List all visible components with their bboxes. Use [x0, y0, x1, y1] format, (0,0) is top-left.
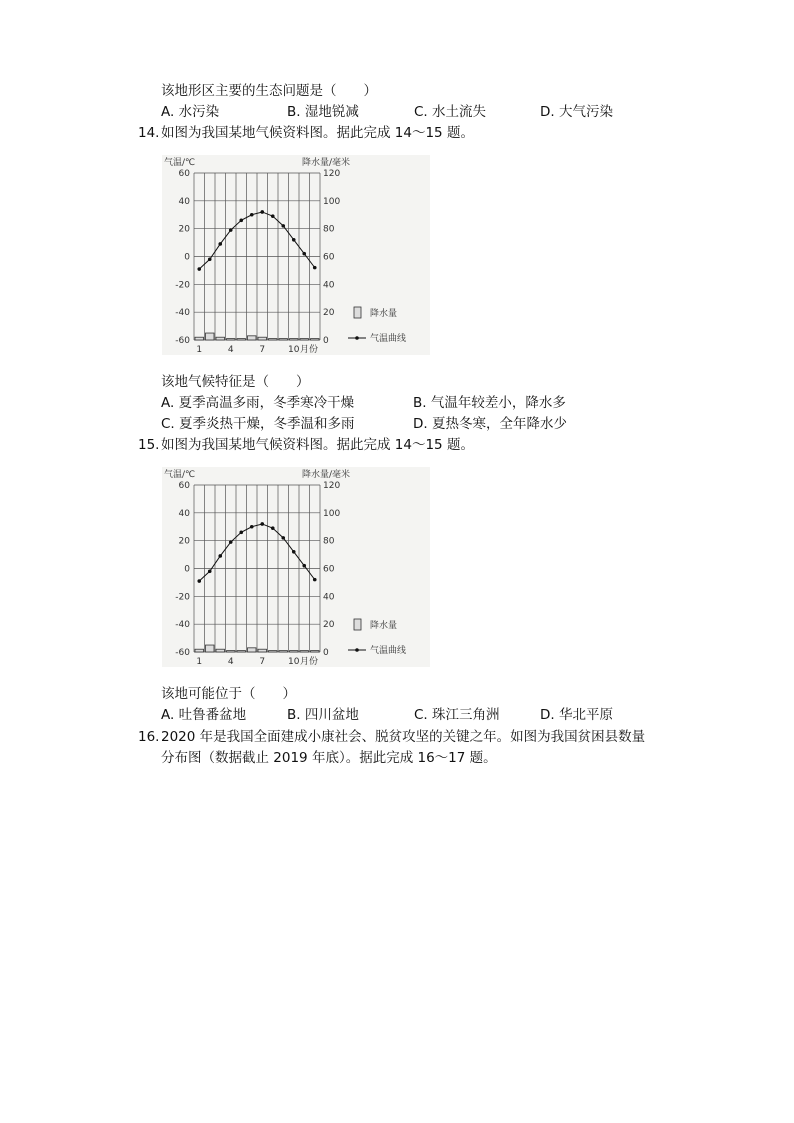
q13-option-c[interactable]: C. 水土流失: [414, 104, 487, 120]
temp-point: [197, 579, 201, 583]
precip-bar: [227, 339, 236, 340]
precip-tick-label: 100: [323, 196, 341, 207]
precip-bar: [216, 649, 225, 652]
precip-bar: [279, 651, 288, 652]
q14-option-c[interactable]: C. 夏季炎热干燥，冬季温和多雨: [161, 416, 355, 432]
temp-tick-label: -20: [175, 592, 190, 603]
precip-bar: [248, 336, 257, 340]
month-tick-label: 7: [259, 345, 266, 355]
q14-intro: 如图为我国某地气候资料图。据此完成 14～15 题。: [161, 125, 474, 141]
left-axis-label: 气温/℃: [164, 470, 196, 480]
temp-tick-label: -40: [175, 308, 190, 319]
temp-tick-label: -20: [175, 280, 190, 291]
precip-tick-label: 0: [323, 336, 329, 346]
q16-line2: 分布图（数据截止 2019 年底）。据此完成 16～17 题。: [161, 750, 497, 766]
left-axis-label: 气温/℃: [164, 158, 196, 168]
q14-option-d[interactable]: D. 夏热冬寒，全年降水少: [413, 416, 567, 432]
temp-tick-label: -60: [175, 336, 190, 346]
precip-bar: [258, 649, 267, 652]
precip-tick-label: 120: [323, 169, 341, 179]
temp-point: [281, 536, 285, 540]
temp-point: [218, 242, 222, 246]
precip-bar: [237, 339, 246, 340]
temp-point: [292, 550, 296, 554]
precip-tick-label: 40: [323, 280, 335, 291]
q14-number: 14.: [138, 125, 160, 141]
precip-tick-label: 120: [323, 481, 341, 491]
q13-option-d[interactable]: D. 大气污染: [540, 104, 613, 120]
x-axis-label: 月份: [299, 657, 318, 667]
right-axis-label: 降水量/毫米: [301, 158, 350, 168]
temp-point: [302, 252, 306, 256]
temp-tick-label: -60: [175, 648, 190, 658]
precip-bar: [300, 339, 309, 340]
temp-point: [229, 540, 233, 544]
x-axis-label: 月份: [299, 345, 318, 355]
q14-option-b[interactable]: B. 气温年较差小，降水多: [413, 395, 566, 411]
precip-bar: [216, 337, 225, 340]
temp-tick-label: 40: [178, 196, 190, 207]
temp-point: [313, 578, 317, 582]
temp-tick-label: 60: [178, 481, 190, 491]
legend-precip-label: 降水量: [370, 309, 398, 319]
legend-temp-label: 气温曲线: [370, 334, 407, 344]
precip-bar: [195, 337, 204, 340]
climate-chart-2: [162, 467, 430, 667]
temp-point: [239, 531, 243, 535]
temp-point: [260, 210, 264, 214]
legend-precip-swatch: [354, 619, 361, 630]
temp-tick-label: 40: [178, 508, 190, 519]
precip-tick-label: 20: [323, 308, 335, 319]
precip-bar: [195, 649, 204, 652]
month-tick-label: 1: [196, 657, 203, 667]
month-tick-label: 10: [288, 657, 300, 667]
precip-bar: [269, 339, 278, 340]
temp-point: [292, 238, 296, 242]
temp-point: [197, 267, 201, 271]
temp-point: [208, 569, 212, 573]
q16-number: 16.: [138, 729, 160, 745]
precip-bar: [269, 651, 278, 652]
temp-tick-label: -40: [175, 620, 190, 631]
precip-tick-label: 60: [323, 564, 335, 575]
precip-bar: [206, 333, 215, 340]
precip-bar: [290, 651, 299, 652]
legend-precip-swatch: [354, 307, 361, 318]
climate-chart-1-svg: [162, 155, 430, 355]
precip-tick-label: 20: [323, 620, 335, 631]
precip-bar: [206, 645, 215, 652]
climate-chart-2-svg: [162, 467, 430, 667]
temp-point: [250, 213, 254, 217]
temp-point: [218, 554, 222, 558]
temp-tick-label: 0: [184, 252, 190, 263]
precip-bar: [311, 339, 320, 340]
q14-option-a[interactable]: A. 夏季高温多雨，冬季寒冷干燥: [161, 395, 355, 411]
q15-option-d[interactable]: D. 华北平原: [540, 707, 613, 723]
q13-option-a[interactable]: A. 水污染: [161, 104, 220, 120]
q15-option-b[interactable]: B. 四川盆地: [287, 707, 359, 723]
month-tick-label: 4: [227, 657, 234, 667]
q16-line1: 2020 年是我国全面建成小康社会、脱贫攻坚的关键之年。如图为我国贫困县数量: [161, 729, 646, 745]
legend-temp-dot: [355, 648, 359, 652]
temp-point: [250, 525, 254, 529]
q15-number: 15.: [138, 437, 160, 453]
legend-precip-label: 降水量: [370, 621, 398, 631]
temp-point: [302, 564, 306, 568]
temp-point: [239, 219, 243, 223]
q13-stem: 该地形区主要的生态问题是（ ）: [161, 83, 377, 99]
q15-stem: 该地可能位于（ ）: [161, 686, 296, 702]
temp-point: [260, 522, 264, 526]
legend-temp-label: 气温曲线: [370, 646, 407, 656]
temp-tick-label: 0: [184, 564, 190, 575]
month-tick-label: 10: [288, 345, 300, 355]
q14-stem: 该地气候特征是（ ）: [161, 374, 310, 390]
temp-tick-label: 20: [178, 536, 190, 547]
precip-bar: [311, 651, 320, 652]
q15-option-a[interactable]: A. 吐鲁番盆地: [161, 707, 247, 723]
precip-tick-label: 100: [323, 508, 341, 519]
precip-bar: [290, 339, 299, 340]
precip-bar: [258, 337, 267, 340]
temp-point: [281, 224, 285, 228]
q15-intro: 如图为我国某地气候资料图。据此完成 14～15 题。: [161, 437, 474, 453]
precip-bar: [237, 651, 246, 652]
climate-chart-1: [162, 155, 430, 355]
precip-tick-label: 60: [323, 252, 335, 263]
month-tick-label: 4: [227, 345, 234, 355]
precip-tick-label: 80: [323, 224, 335, 235]
temp-point: [271, 214, 275, 218]
month-tick-label: 1: [196, 345, 203, 355]
temp-tick-label: 20: [178, 224, 190, 235]
precip-bar: [279, 339, 288, 340]
temp-tick-label: 60: [178, 169, 190, 179]
q13-option-b[interactable]: B. 湿地锐减: [287, 104, 359, 120]
right-axis-label: 降水量/毫米: [301, 470, 350, 480]
temp-point: [208, 257, 212, 261]
temp-point: [313, 266, 317, 270]
precip-bar: [300, 651, 309, 652]
q15-option-c[interactable]: C. 珠江三角洲: [414, 707, 500, 723]
precip-tick-label: 80: [323, 536, 335, 547]
precip-tick-label: 40: [323, 592, 335, 603]
precip-tick-label: 0: [323, 648, 329, 658]
legend-temp-dot: [355, 336, 359, 340]
precip-bar: [248, 648, 257, 652]
temp-point: [271, 526, 275, 530]
temp-point: [229, 228, 233, 232]
precip-bar: [227, 651, 236, 652]
month-tick-label: 7: [259, 657, 266, 667]
